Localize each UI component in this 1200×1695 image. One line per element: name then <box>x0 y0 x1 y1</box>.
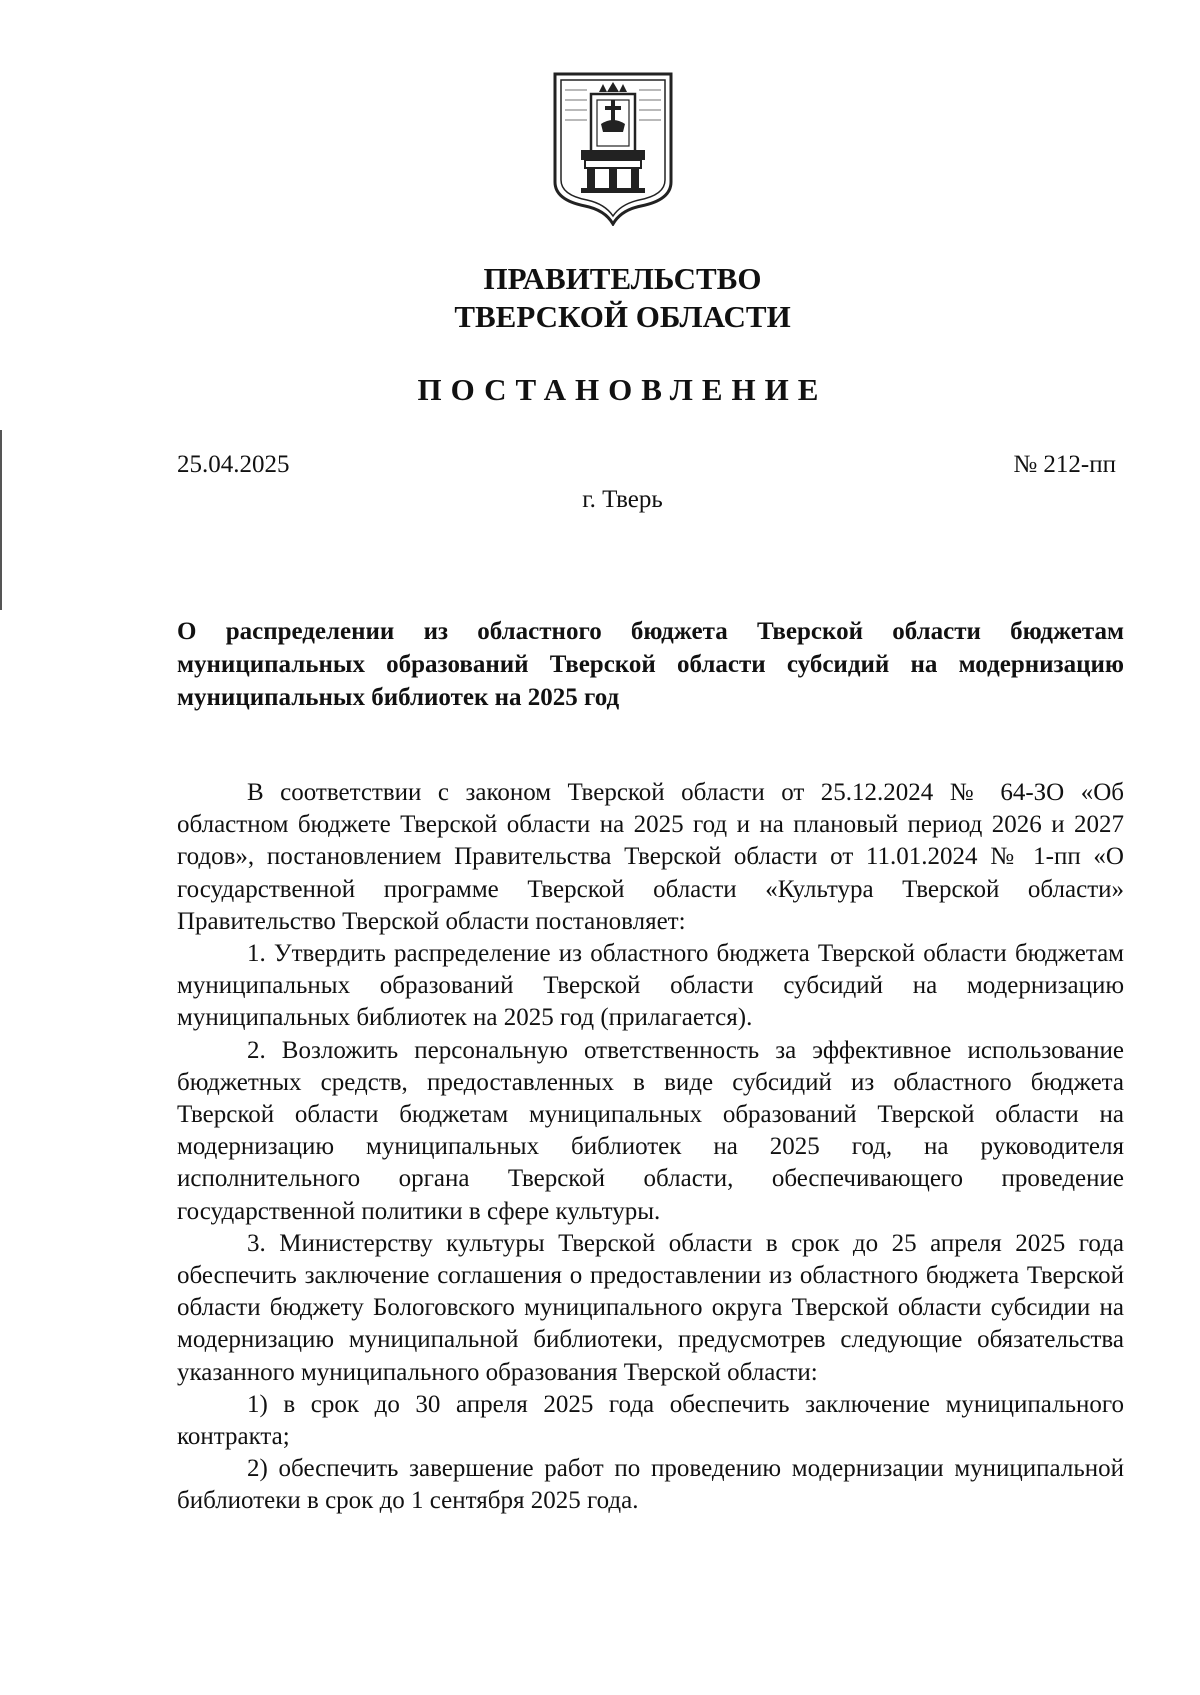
paragraph-1: 1. Утвердить распределение из областного бюджета Тверской области бюджетам муниципальных образований Тверской области субсидий на модернизацию муниципальных библиотек на 2025 год (прилагается). <box>177 940 1124 1032</box>
paragraph-3: 3. Министерству культуры Тверской области в срок до 25 апреля 2025 года обеспечить заключение соглашения о предоставлении из областного бюджета Тверской области бюджету Бологовского муниципального округа Тверской области субсидии на модернизацию муниципальной библиотеки, предусмотрев следующие обязательства указанного муниципального образования Тверской области: <box>177 1229 1124 1386</box>
paragraph-3-item-2: 2) обеспечить завершение работ по проведению модернизации муниципальной библиотеки в срок до 1 сентября 2025 года. <box>177 1455 1124 1515</box>
document-number: № 212-пп <box>1013 451 1116 478</box>
paragraph-3-item-1: 1) в срок до 30 апреля 2025 года обеспечить заключение муниципального контракта; <box>177 1390 1124 1451</box>
coat-of-arms-icon <box>551 70 675 226</box>
document-body <box>177 777 1124 1518</box>
scan-edge-mark <box>0 430 2 610</box>
paragraph-preamble: В соответствии с законом Тверской области от 25.12.2024 № 64-ЗО «Об областном бюджете Тверской области на 2025 год и на плановый период 2026 и 2027 годов», постановлением Правительства Тверской области от 11.01.2024 № 1-пп «О государственной программе Тверской области «Культура Тверской области» Правительство Тверской области постановляет: <box>177 779 1124 935</box>
organization-name-line2: ТВЕРСКОЙ ОБЛАСТИ <box>454 299 791 334</box>
document-subject: О распределении из областного бюджета Тверской области бюджетам муниципальных образований Тверской области субсидий на модернизацию муниципальных библиотек на 2025 год <box>177 618 1124 711</box>
paragraph-2: 2. Возложить персональную ответственность за эффективное использование бюджетных средств, предоставленных в виде субсидий из областного бюджета Тверской области бюджетам муниципальных образований Тверской области на модернизацию муниципальных библиотек на 2025 год, на руководителя исполнительного органа Тверской области, обеспечивающего проведение государственной политики в сфере культуры. <box>177 1036 1124 1225</box>
document-date: 25.04.2025 <box>177 451 290 478</box>
organization-name-line1: ПРАВИТЕЛЬСТВО <box>483 261 762 296</box>
document-type: ПОСТАНОВЛЕНИЕ <box>417 372 828 407</box>
document-city: г. Тверь <box>582 486 663 513</box>
